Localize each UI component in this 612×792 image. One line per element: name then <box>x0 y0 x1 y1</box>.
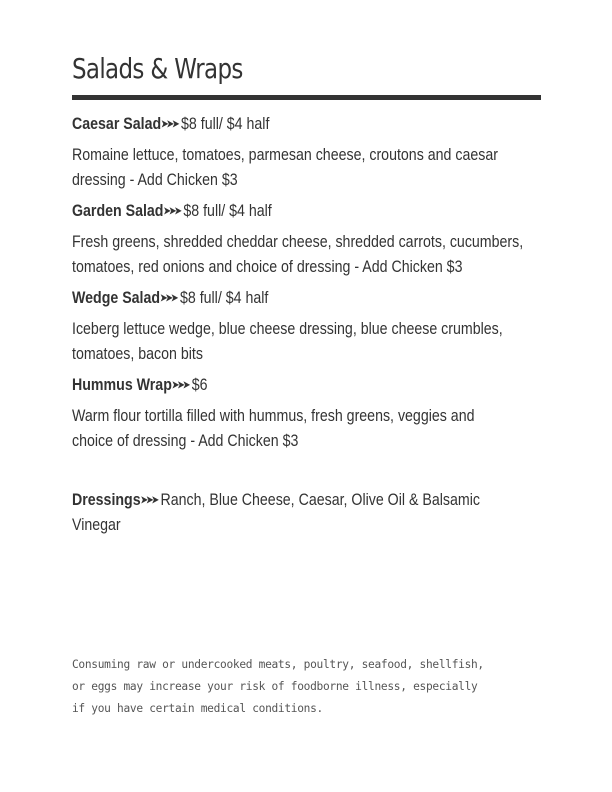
dressings-label: Dressings <box>72 491 141 509</box>
menu-item-name: Hummus Wrap <box>72 376 172 394</box>
menu-item-header <box>72 286 541 311</box>
menu-item-header <box>72 373 541 398</box>
menu-item-name: Wedge Salad <box>72 289 161 307</box>
page-title: Salads & Wraps <box>72 52 243 85</box>
menu-item-price: $8 full/ $4 half <box>181 115 270 133</box>
triple-arrow-icon: ➤➤➤ <box>160 293 177 304</box>
food-safety-disclaimer <box>72 654 542 720</box>
menu-item-description <box>72 230 541 280</box>
dressings-section <box>72 488 552 538</box>
menu-item-description-line: Fresh greens, shredded cheddar cheese, shredded carrots, cucumbers, <box>72 233 524 251</box>
menu-item-description-line: dressing - Add Chicken $3 <box>72 171 238 189</box>
menu-item-description-line: Iceberg lettuce wedge, blue cheese dressing, blue cheese crumbles, <box>72 320 503 338</box>
menu-item-description-line: choice of dressing - Add Chicken $3 <box>72 432 299 450</box>
disclaimer-line: Consuming raw or undercooked meats, poultry, seafood, shellfish, <box>72 658 484 671</box>
menu-item-name: Caesar Salad <box>72 115 162 133</box>
triple-arrow-icon: ➤➤➤ <box>140 495 158 506</box>
disclaimer-line: or eggs may increase your risk of foodborne illness, especially <box>72 680 478 693</box>
triple-arrow-icon: ➤➤➤ <box>161 119 178 130</box>
menu-item-description <box>72 404 541 454</box>
menu-item-description-line: Warm flour tortilla filled with hummus, fresh greens, veggies and <box>72 407 475 425</box>
dressings-line <box>72 488 541 513</box>
menu-item-description <box>72 317 541 367</box>
dressings-options: Ranch, Blue Cheese, Caesar, Olive Oil & Balsamic <box>160 491 480 509</box>
menu-item-price: $8 full/ $4 half <box>179 289 269 307</box>
menu-items-list <box>72 112 552 538</box>
menu-item <box>72 373 552 454</box>
title-divider <box>72 95 541 100</box>
menu-item-header <box>72 112 541 137</box>
triple-arrow-icon: ➤➤➤ <box>171 380 189 391</box>
disclaimer-line: if you have certain medical conditions. <box>72 702 323 715</box>
triple-arrow-icon: ➤➤➤ <box>163 206 180 217</box>
menu-item <box>72 112 552 193</box>
menu-item-name: Garden Salad <box>72 202 164 220</box>
menu-item <box>72 286 552 367</box>
menu-item-description <box>72 143 541 193</box>
menu-item-description-line: tomatoes, bacon bits <box>72 345 203 363</box>
menu-item-header <box>72 199 541 224</box>
menu-item-description-line: tomatoes, red onions and choice of dressing - Add Chicken $3 <box>72 258 463 276</box>
menu-item-price: $8 full/ $4 half <box>183 202 272 220</box>
menu-item <box>72 199 552 280</box>
menu-item-description-line: Romaine lettuce, tomatoes, parmesan cheese, croutons and caesar <box>72 146 498 164</box>
dressings-options-continued: Vinegar <box>72 516 121 534</box>
menu-item-price: $6 <box>191 376 208 394</box>
